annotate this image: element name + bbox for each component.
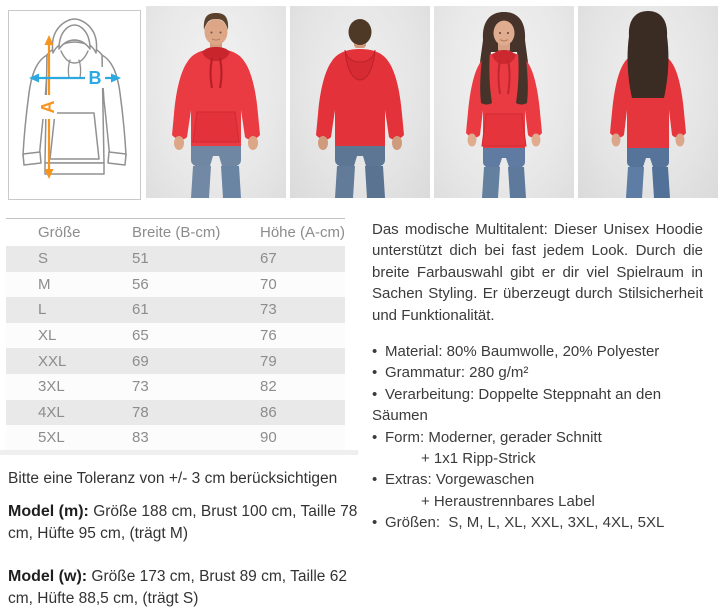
list-item xyxy=(372,469,712,512)
cell-hoehe: 90 xyxy=(260,429,277,447)
cell-size: L xyxy=(38,301,47,319)
photo-man-front[interactable] xyxy=(146,6,286,198)
cell-size: XL xyxy=(38,327,57,345)
photo-woman-back[interactable] xyxy=(578,6,718,198)
table-row xyxy=(6,425,345,451)
feature-text: Verarbeitung: Doppelte Steppnaht an den Säumen xyxy=(372,385,666,425)
table-row xyxy=(6,297,345,323)
cell-breite: 56 xyxy=(132,275,149,293)
cell-hoehe: 76 xyxy=(260,327,277,345)
cell-breite: 78 xyxy=(132,403,149,421)
bullet-icon: • xyxy=(372,514,378,532)
feature-subtext: + Heraustrennbares Label xyxy=(421,492,595,510)
table-bottom-divider xyxy=(0,450,358,455)
product-description: Das modische Multitalent: Dieser Unisex Hoodie unterstützt dich bei fast jedem Look. Durch die breite Farbauswahl gibt er dir viel Spielraum in Sachen Styling. Er überzeugt durch Stilsicherheit und Funktionalität. xyxy=(372,221,703,324)
bullet-icon: • xyxy=(372,471,378,489)
cell-breite: 61 xyxy=(132,301,149,319)
column-header-groesse: Größe xyxy=(38,224,81,241)
model-w-label: Model (w): xyxy=(8,568,88,585)
woman-front-photo-icon xyxy=(434,6,574,198)
table-row xyxy=(6,323,345,349)
model-m-label: Model (m): xyxy=(8,503,89,520)
measure-b-label: B xyxy=(88,67,102,88)
cell-breite: 73 xyxy=(132,378,149,396)
feature-subtext: + 1x1 Ripp-Strick xyxy=(421,450,536,468)
model-w-text: Größe 173 cm, Brust 89 cm, Taille 62 cm, Hüfte 88,5 cm, (trägt S) xyxy=(8,568,347,607)
cell-size: 5XL xyxy=(38,429,65,447)
cell-hoehe: 67 xyxy=(260,250,277,268)
bullet-icon: • xyxy=(372,343,378,360)
cell-breite: 69 xyxy=(132,352,149,370)
table-row xyxy=(6,374,345,400)
man-front-photo-icon xyxy=(146,6,286,198)
feature-text: Extras: Vorgewaschen xyxy=(385,471,535,489)
cell-hoehe: 79 xyxy=(260,352,277,370)
list-item xyxy=(372,427,712,470)
column-header-hoehe: Höhe (A-cm) xyxy=(260,224,346,241)
feature-text: Form: Moderner, gerader Schnitt xyxy=(385,428,602,446)
woman-back-photo-icon xyxy=(578,6,718,198)
bullet-icon: • xyxy=(372,428,378,446)
size-table-header xyxy=(6,219,345,246)
feature-list xyxy=(372,341,712,534)
cell-size: XXL xyxy=(38,352,67,370)
table-row xyxy=(6,348,345,374)
list-item xyxy=(372,341,712,362)
man-back-photo-icon xyxy=(290,6,430,198)
model-m-text: Größe 188 cm, Brust 100 cm, Taille 78 cm, Hüfte 95 cm, (trägt M) xyxy=(8,503,358,542)
feature-text: Material: 80% Baumwolle, 20% Polyester xyxy=(385,343,660,360)
cell-hoehe: 86 xyxy=(260,403,277,421)
cell-hoehe: 70 xyxy=(260,275,277,293)
cell-size: 4XL xyxy=(38,403,65,421)
column-header-breite: Breite (B-cm) xyxy=(132,224,221,241)
table-row xyxy=(6,400,345,426)
bullet-icon: • xyxy=(372,364,378,382)
table-row xyxy=(6,246,345,272)
model-m-info xyxy=(8,501,374,545)
cell-hoehe: 73 xyxy=(260,301,277,319)
list-item xyxy=(372,384,712,427)
feature-text: Grammatur: 280 g/m² xyxy=(385,364,529,382)
size-table xyxy=(6,218,345,451)
feature-text: Größen: S, M, L, XL, XXL, 3XL, 4XL, 5XL xyxy=(385,514,665,532)
photo-woman-front[interactable] xyxy=(434,6,574,198)
hoodie-measurement-diagram-icon xyxy=(9,11,140,199)
photo-man-back[interactable] xyxy=(290,6,430,198)
table-row xyxy=(6,272,345,298)
cell-breite: 83 xyxy=(132,429,149,447)
tolerance-note: Bitte eine Toleranz von +/- 3 cm berücksichtigen xyxy=(8,470,338,487)
cell-size: S xyxy=(38,250,49,268)
list-item xyxy=(372,512,712,533)
cell-size: 3XL xyxy=(38,378,65,396)
model-w-info xyxy=(8,566,374,608)
measure-a-label: A xyxy=(37,100,58,114)
bullet-icon: • xyxy=(372,385,378,403)
size-diagram-panel[interactable] xyxy=(8,10,141,200)
cell-hoehe: 82 xyxy=(260,378,277,396)
list-item xyxy=(372,362,712,383)
cell-breite: 65 xyxy=(132,327,149,345)
cell-size: M xyxy=(38,275,51,293)
cell-breite: 51 xyxy=(132,250,149,268)
